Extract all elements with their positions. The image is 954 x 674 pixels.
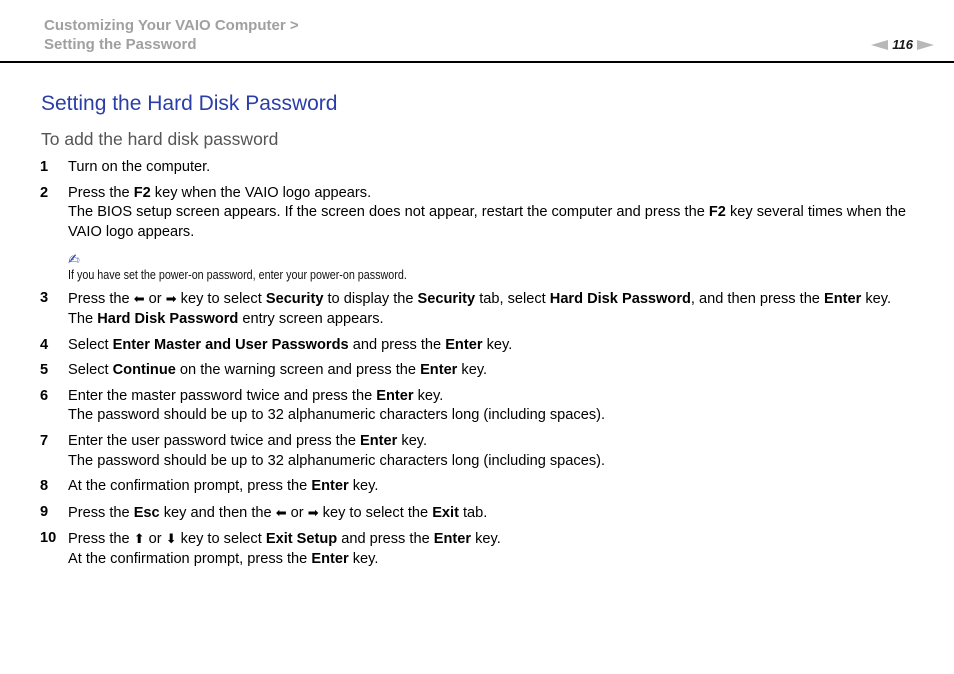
step-number: 4 (40, 336, 49, 353)
right-arrow-key-icon: ➡ (165, 291, 177, 307)
key-name: Exit Setup (265, 531, 338, 548)
step-7 (40, 432, 920, 471)
note-text: If you have set the power-on password, enter your power-on password. (68, 268, 407, 283)
note (40, 251, 920, 283)
right-arrow-key-icon: ➡ (307, 504, 319, 520)
step-text: Press the (68, 504, 134, 521)
step-text: Select (68, 336, 113, 353)
step-number: 3 (40, 290, 49, 307)
step-text: key. (861, 291, 892, 308)
key-name: Security (417, 291, 476, 308)
step-text: key several times when the VAIO logo appears. (68, 204, 906, 240)
left-arrow-key-icon: ⬅ (275, 504, 287, 520)
step-text: The (68, 310, 98, 327)
breadcrumb-section[interactable]: Setting the Password (44, 36, 197, 53)
step-8 (40, 477, 920, 497)
step-list (40, 158, 920, 576)
key-name: F2 (133, 184, 151, 201)
step-text: Turn on the computer. (68, 159, 211, 175)
step-text: Press the (68, 184, 134, 201)
page-navigator (871, 37, 934, 52)
step-text: or (144, 531, 166, 548)
key-name: Enter (360, 432, 398, 449)
step-text: key. (348, 550, 379, 567)
step-text: key. (471, 531, 501, 548)
key-name: Exit (432, 504, 459, 521)
step-text: tab, select (475, 291, 550, 308)
step-text: tab. (458, 504, 488, 521)
page-number: 116 (892, 37, 913, 52)
step-text: The password should be up to 32 alphanumeric characters long (including spaces). (68, 452, 606, 469)
key-name: Enter (376, 387, 414, 404)
step-number: 8 (40, 478, 49, 495)
step-text: key. (397, 432, 428, 449)
up-arrow-key-icon: ⬆ (133, 531, 145, 547)
left-arrow-key-icon: ⬅ (133, 291, 145, 307)
step-text: Enter the master password twice and press the (68, 387, 377, 404)
step-10 (40, 529, 920, 569)
step-text: key to select (176, 531, 266, 548)
step-text: key. (413, 387, 444, 404)
header-divider (0, 61, 954, 63)
key-name: Enter (311, 550, 349, 567)
step-text: key. (457, 362, 488, 379)
step-1 (40, 158, 920, 178)
down-arrow-key-icon: ⬇ (165, 531, 177, 547)
step-number: 10 (40, 530, 57, 547)
step-text: The password should be up to 32 alphanumeric characters long (including spaces). (68, 407, 606, 424)
step-text: key and then the (159, 504, 276, 521)
key-name: Enter (445, 336, 483, 353)
step-text: At the confirmation prompt, press the (68, 550, 312, 567)
step-6 (40, 387, 920, 426)
step-9 (40, 503, 920, 524)
step-text: key. (482, 336, 513, 353)
step-text: , and then press the (690, 291, 824, 308)
step-text: to display the (323, 291, 418, 308)
subsection-title: To add the hard disk password (41, 129, 279, 149)
step-text: Press the (68, 291, 134, 308)
breadcrumb (44, 16, 299, 54)
key-name: Esc (133, 504, 160, 521)
step-text: The BIOS setup screen appears. If the screen does not appear, restart the computer and press the (68, 204, 709, 221)
key-name: Enter (420, 362, 458, 379)
step-number: 5 (40, 362, 49, 379)
step-number: 2 (40, 184, 49, 201)
key-name: Enter (433, 531, 472, 548)
step-text: Enter the user password twice and press the (68, 432, 361, 449)
pencil-note-icon: ✍ (68, 251, 80, 268)
step-text: on the warning screen and press the (175, 362, 421, 379)
step-number: 6 (40, 387, 49, 404)
step-2 (40, 184, 920, 243)
key-name: Enter Master and User Passwords (112, 336, 349, 353)
key-name: Continue (112, 362, 176, 379)
step-text: Press the (68, 531, 134, 548)
step-text: or (286, 504, 308, 521)
step-text: key to select (176, 291, 266, 308)
step-5 (40, 361, 920, 381)
step-3 (40, 289, 920, 329)
step-text: key to select the (318, 504, 433, 521)
key-name: Hard Disk Password (549, 291, 691, 308)
key-name: Enter (311, 478, 349, 495)
step-text: and press the (337, 531, 434, 548)
step-number: 9 (40, 503, 49, 520)
step-text: and press the (348, 336, 446, 353)
step-text: entry screen appears. (238, 310, 384, 327)
breadcrumb-chapter[interactable]: Customizing Your VAIO Computer > (44, 17, 299, 34)
key-name: Hard Disk Password (97, 310, 239, 327)
step-text: At the confirmation prompt, press the (68, 478, 312, 495)
key-name: Security (265, 291, 324, 308)
key-name: F2 (708, 204, 726, 221)
step-text: Select (68, 362, 113, 379)
step-4 (40, 336, 920, 356)
key-name: Enter (823, 291, 862, 308)
next-page-icon[interactable] (917, 40, 934, 50)
step-text: or (144, 291, 166, 308)
step-text: key when the VAIO logo appears. (150, 184, 372, 201)
section-title: Setting the Hard Disk Password (41, 92, 338, 115)
step-number: 7 (40, 432, 49, 449)
step-text: key. (348, 478, 379, 495)
previous-page-icon[interactable] (871, 40, 888, 50)
step-number: 1 (40, 159, 49, 175)
